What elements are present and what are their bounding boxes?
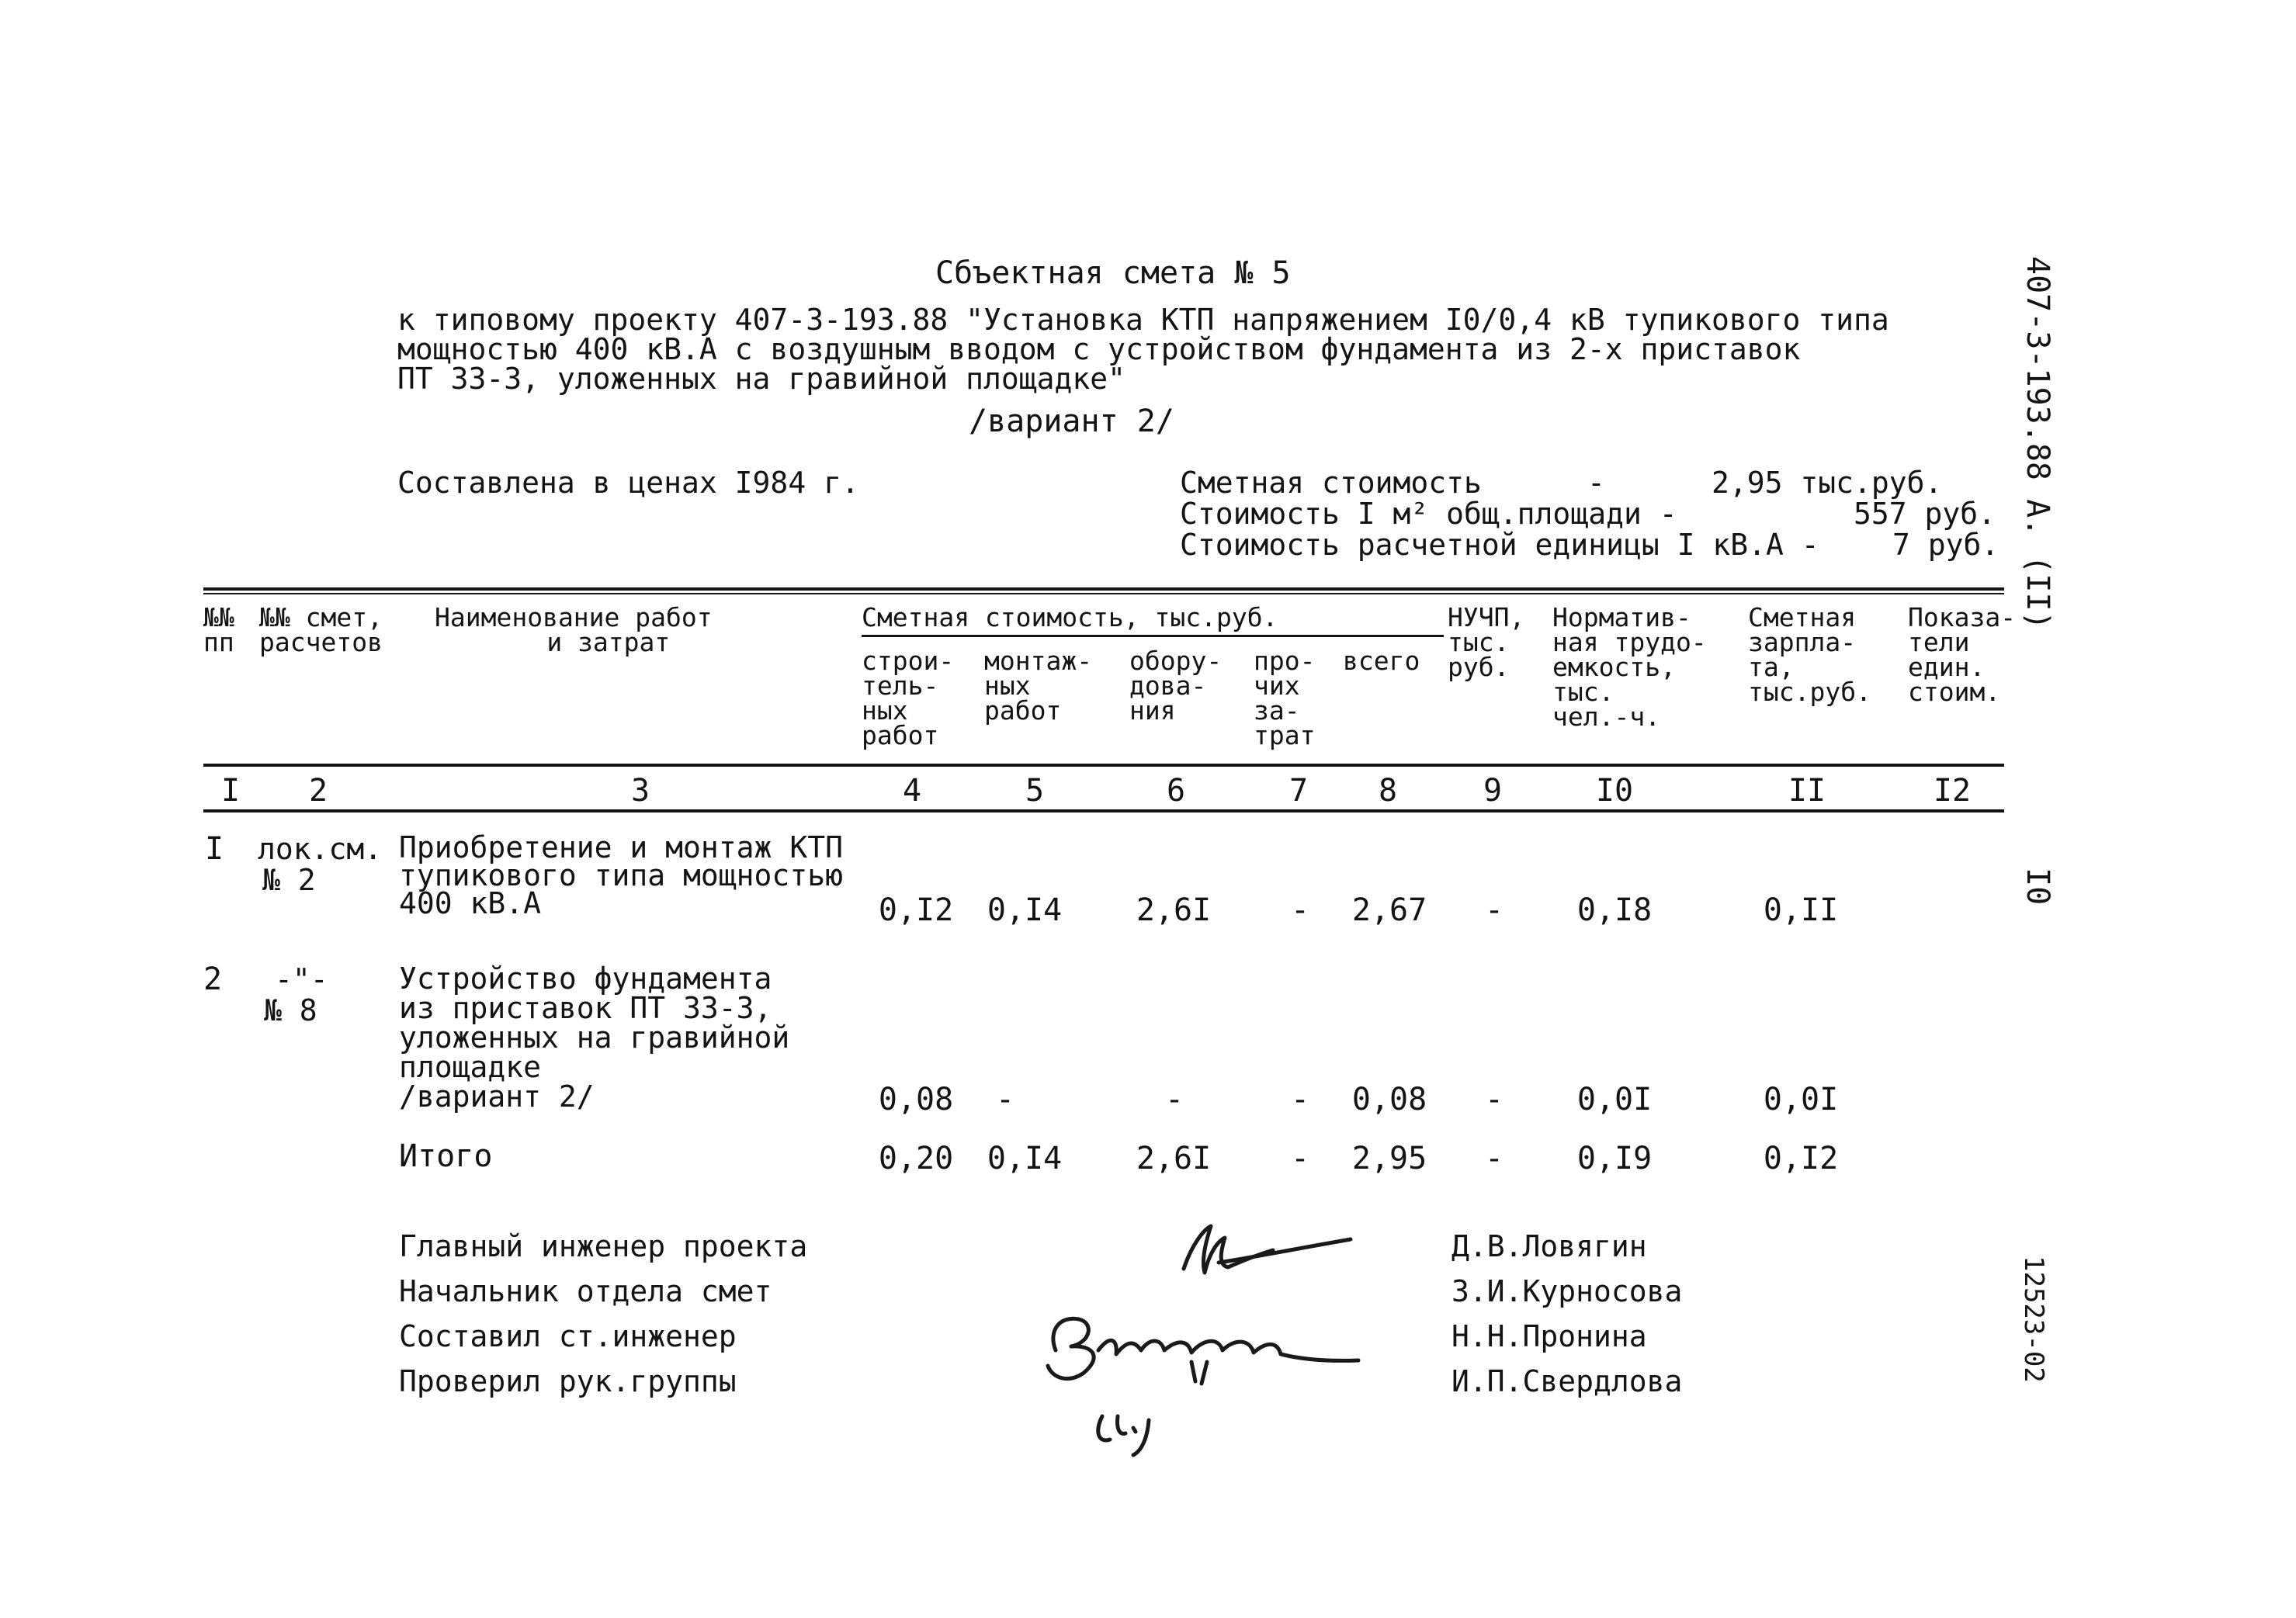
cost-value-3: 7 руб.: [1892, 528, 1999, 562]
header-bottom-rule: [203, 764, 2004, 767]
header-col2: №№ смет, расчетов: [259, 602, 383, 657]
header-col1: №№ пп: [203, 602, 234, 657]
row2-name: Устройство фундамента из приставок ПТ 33-3, уложенных на гравийной площадке /вариант 2/: [399, 961, 790, 1114]
subtitle-line-2: мощностью 400 кВ.А с воздушным вводом с устройством фундамента из 2-х приставок: [397, 332, 1801, 366]
col-number-9: 9: [1483, 773, 1503, 809]
header-col6: обору- дова- ния: [1129, 646, 1223, 726]
cost-label-1: Сметная стоимость: [1180, 466, 1482, 500]
signature-role-3: Составил ст.инженер: [399, 1319, 737, 1353]
total-col11: 0,I2: [1763, 1141, 1839, 1176]
variant-label: /вариант 2/: [969, 404, 1174, 439]
col-number-11: II: [1788, 773, 1826, 809]
compiled-in: Составлена в ценах I984 г.: [397, 466, 859, 500]
row2-col9: -: [1484, 1082, 1504, 1117]
subtitle-line-1: к типовому проекту 407-3-193.88 "Установка КТП напряжением I0/0,4 кВ тупикового типа: [397, 303, 1889, 337]
row2-col5: -: [995, 1082, 1015, 1117]
col-number-5: 5: [1025, 773, 1045, 809]
signature-role-4: Проверил рук.группы: [399, 1364, 737, 1398]
row1-col4: 0,I2: [878, 892, 954, 928]
col-number-7: 7: [1288, 773, 1309, 809]
row1-col8: 2,67: [1351, 892, 1427, 928]
row1-col5: 0,I4: [987, 892, 1063, 928]
signature-role-1: Главный инженер проекта: [399, 1229, 808, 1263]
total-label: Итого: [399, 1138, 493, 1174]
col-number-3: 3: [630, 773, 650, 809]
row2-number: 2: [203, 961, 223, 997]
cost-label-2: Стоимость I м² общ.площади -: [1180, 497, 1677, 531]
signature-name-2: З.И.Курносова: [1451, 1274, 1683, 1308]
signature-name-4: И.П.Свердлова: [1451, 1364, 1683, 1398]
row1-ref: лок.см. № 2: [258, 832, 383, 897]
row2-col10: 0,0I: [1576, 1082, 1653, 1117]
cost-dash-1: -: [1587, 466, 1605, 500]
header-col10: Норматив- ная трудо- емкость, тыс. чел.-ч.: [1552, 602, 1707, 732]
page-number: I0: [2020, 868, 2055, 906]
header-col9: НУЧП, тыс. руб.: [1448, 602, 1525, 682]
col-number-8: 8: [1378, 773, 1398, 809]
total-col4: 0,20: [878, 1141, 954, 1176]
header-col4: строи- тель- ных работ: [862, 646, 955, 750]
header-col7: про- чих за- трат: [1254, 646, 1316, 750]
col-number-6: 6: [1166, 773, 1186, 809]
row1-number: I: [205, 831, 224, 867]
row1-name: Приобретение и монтаж КТП тупикового типа мощностью 400 кВ.А: [399, 830, 843, 920]
group-underline: [862, 635, 1444, 637]
total-col9: -: [1484, 1141, 1504, 1176]
cost-label-3: Стоимость расчетной единицы I кВ.А -: [1180, 528, 1819, 562]
total-col5: 0,I4: [987, 1141, 1063, 1176]
total-col6: 2,6I: [1136, 1141, 1212, 1176]
subtitle-line-3: ПТ 33-3, уложенных на гравийной площадке": [397, 362, 1125, 396]
header-col5: монтаж- ных работ: [984, 646, 1093, 726]
col-numbers-bottom-rule: [203, 809, 2004, 812]
row2-col6: -: [1164, 1082, 1184, 1117]
table-top-rule-2: [203, 593, 2004, 594]
table-top-rule: [203, 587, 2004, 591]
header-col11: Сметная зарпла- та, тыс.руб.: [1748, 602, 1871, 707]
row2-ref: -"- № 8: [264, 962, 328, 1027]
col-number-1: I: [220, 773, 241, 809]
header-col12: Показа- тели един. стоим.: [1908, 602, 2017, 707]
cost-value-2: 557 руб.: [1854, 497, 1996, 531]
row2-col7: -: [1290, 1082, 1310, 1117]
document-title: Сбъектная смета № 5: [935, 255, 1291, 291]
side-stamp: 12523-02: [2018, 1256, 2049, 1383]
row1-col9: -: [1484, 892, 1504, 928]
total-col10: 0,I9: [1576, 1141, 1653, 1176]
signature-name-3: Н.Н.Пронина: [1451, 1319, 1647, 1353]
side-project-code: 407-3-193.88 А. (II): [2020, 256, 2055, 630]
col-number-2: 2: [308, 773, 328, 809]
row1-col11: 0,II: [1763, 892, 1839, 928]
header-col3: Наименование работ и затрат: [435, 602, 713, 657]
row1-col6: 2,6I: [1136, 892, 1212, 928]
row2-col8: 0,08: [1351, 1082, 1427, 1117]
total-col8: 2,95: [1351, 1141, 1427, 1176]
header-col8: всего: [1343, 646, 1420, 676]
col-number-12: I2: [1933, 773, 1972, 809]
handwritten-signatures: [1025, 1207, 1459, 1463]
row1-col7: -: [1290, 892, 1310, 928]
signature-name-1: Д.В.Ловягин: [1451, 1229, 1647, 1263]
col-number-4: 4: [902, 773, 922, 809]
total-col7: -: [1290, 1141, 1310, 1176]
header-group-cost: Сметная стоимость, тыс.руб.: [862, 602, 1278, 632]
row2-col4: 0,08: [878, 1082, 954, 1117]
col-number-10: I0: [1595, 773, 1634, 809]
signature-role-2: Начальник отдела смет: [399, 1274, 772, 1308]
row1-col10: 0,I8: [1576, 892, 1653, 928]
cost-value-1: 2,95 тыс.руб.: [1712, 466, 1943, 500]
row2-col11: 0,0I: [1763, 1082, 1839, 1117]
